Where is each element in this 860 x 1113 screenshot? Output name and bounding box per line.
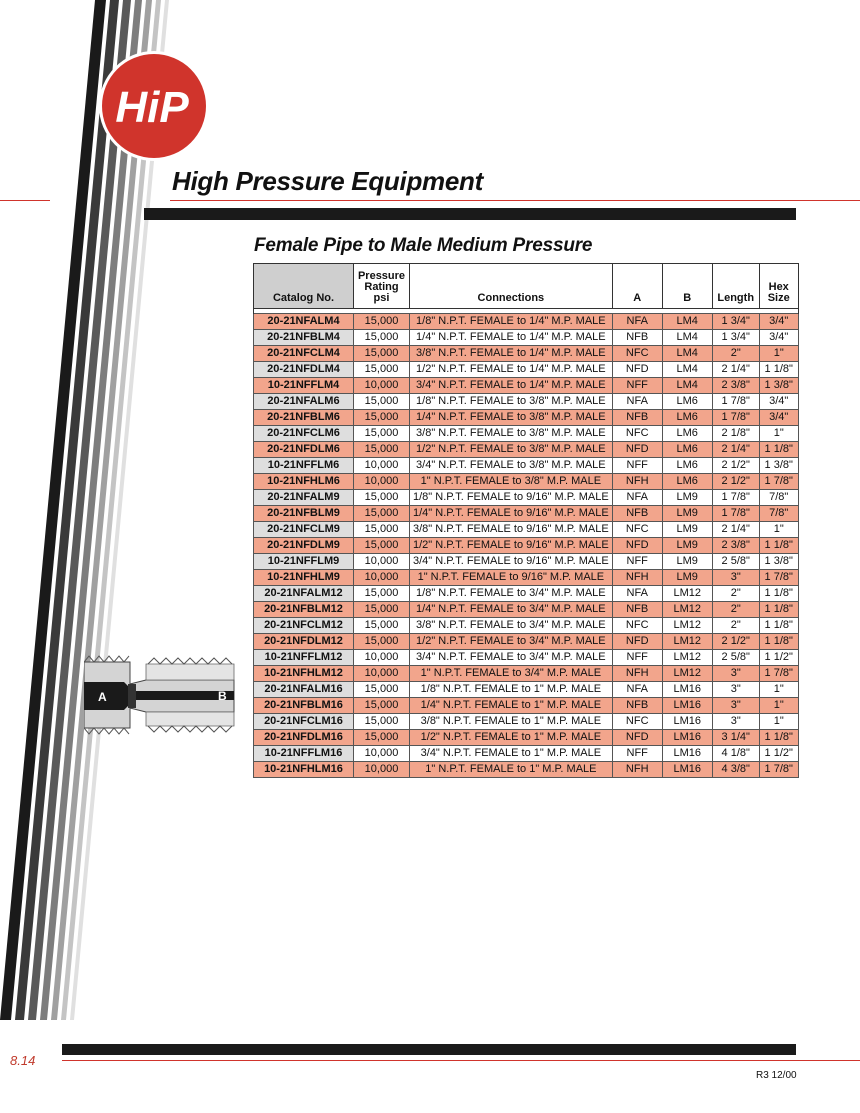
cell-a: NFC <box>612 426 662 442</box>
cell-b: LM16 <box>662 714 712 730</box>
cell-a: NFC <box>612 522 662 538</box>
cell-a: NFB <box>612 330 662 346</box>
footer-bar <box>62 1044 796 1055</box>
cell-length: 2" <box>712 618 759 634</box>
cell-pressure: 15,000 <box>354 602 410 618</box>
fitting-diagram <box>84 654 240 741</box>
cell-b: LM16 <box>662 762 712 778</box>
cell-connections: 1/8" N.P.T. FEMALE to 9/16" M.P. MALE <box>410 490 613 506</box>
cell-b: LM12 <box>662 666 712 682</box>
cell-catalog: 20-21NFCLM12 <box>254 618 354 634</box>
table-row <box>254 762 799 778</box>
cell-length: 1 3/4" <box>712 330 759 346</box>
cell-hex: 1 1/8" <box>759 586 798 602</box>
cell-connections: 1" N.P.T. FEMALE to 3/8" M.P. MALE <box>410 474 613 490</box>
cell-hex: 1 7/8" <box>759 570 798 586</box>
title-rule-right <box>170 200 860 201</box>
cell-a: NFA <box>612 394 662 410</box>
cell-catalog: 20-21NFBLM12 <box>254 602 354 618</box>
cell-hex: 1 1/8" <box>759 618 798 634</box>
cell-pressure: 10,000 <box>354 666 410 682</box>
cell-connections: 1/8" N.P.T. FEMALE to 1/4" M.P. MALE <box>410 314 613 330</box>
cell-hex: 1 1/8" <box>759 634 798 650</box>
cell-pressure: 15,000 <box>354 634 410 650</box>
cell-b: LM12 <box>662 586 712 602</box>
cell-pressure: 15,000 <box>354 730 410 746</box>
cell-length: 3" <box>712 714 759 730</box>
cell-catalog: 10-21NFFLM16 <box>254 746 354 762</box>
cell-b: LM6 <box>662 394 712 410</box>
cell-length: 3" <box>712 698 759 714</box>
cell-length: 2" <box>712 586 759 602</box>
cell-a: NFC <box>612 714 662 730</box>
hip-logo <box>98 50 210 167</box>
cell-catalog: 10-21NFHLM16 <box>254 762 354 778</box>
cell-catalog: 10-21NFFLM9 <box>254 554 354 570</box>
cell-hex: 3/4" <box>759 314 798 330</box>
revision-code: R3 12/00 <box>756 1070 797 1081</box>
cell-catalog: 20-21NFBLM9 <box>254 506 354 522</box>
cell-pressure: 15,000 <box>354 426 410 442</box>
cell-length: 4 1/8" <box>712 746 759 762</box>
title-rule-left <box>0 200 50 201</box>
cell-connections: 1/4" N.P.T. FEMALE to 1/4" M.P. MALE <box>410 330 613 346</box>
cell-catalog: 20-21NFDLM16 <box>254 730 354 746</box>
cell-length: 1 3/4" <box>712 314 759 330</box>
cell-hex: 1" <box>759 682 798 698</box>
cell-a: NFD <box>612 730 662 746</box>
cell-connections: 3/4" N.P.T. FEMALE to 3/4" M.P. MALE <box>410 650 613 666</box>
cell-connections: 1" N.P.T. FEMALE to 3/4" M.P. MALE <box>410 666 613 682</box>
cell-b: LM9 <box>662 570 712 586</box>
cell-hex: 7/8" <box>759 490 798 506</box>
cell-hex: 1" <box>759 346 798 362</box>
cell-a: NFF <box>612 554 662 570</box>
cell-a: NFH <box>612 666 662 682</box>
header-pressure: Pressure Rating psi <box>354 264 410 309</box>
table-row <box>254 346 799 362</box>
cell-hex: 1 1/8" <box>759 602 798 618</box>
table-row <box>254 538 799 554</box>
cell-length: 3 1/4" <box>712 730 759 746</box>
cell-b: LM6 <box>662 426 712 442</box>
table-row <box>254 442 799 458</box>
cell-hex: 1 7/8" <box>759 666 798 682</box>
cell-b: LM6 <box>662 442 712 458</box>
cell-b: LM9 <box>662 522 712 538</box>
fitting-diagram-icon <box>84 654 240 736</box>
cell-catalog: 20-21NFALM6 <box>254 394 354 410</box>
cell-hex: 3/4" <box>759 410 798 426</box>
footer-rule <box>62 1060 860 1061</box>
cell-catalog: 20-21NFBLM4 <box>254 330 354 346</box>
cell-b: LM16 <box>662 746 712 762</box>
cell-length: 3" <box>712 682 759 698</box>
cell-pressure: 10,000 <box>354 570 410 586</box>
table-row <box>254 330 799 346</box>
cell-length: 2 3/8" <box>712 538 759 554</box>
table-row <box>254 730 799 746</box>
page-number: 8.14 <box>10 1053 36 1068</box>
header-a: A <box>612 264 662 309</box>
cell-b: LM12 <box>662 618 712 634</box>
cell-catalog: 20-21NFCLM6 <box>254 426 354 442</box>
cell-b: LM6 <box>662 410 712 426</box>
cell-length: 2 5/8" <box>712 554 759 570</box>
cell-hex: 1 1/8" <box>759 730 798 746</box>
cell-b: LM6 <box>662 474 712 490</box>
cell-b: LM9 <box>662 554 712 570</box>
cell-length: 2" <box>712 346 759 362</box>
cell-pressure: 15,000 <box>354 330 410 346</box>
cell-catalog: 20-21NFDLM6 <box>254 442 354 458</box>
cell-length: 2 1/2" <box>712 474 759 490</box>
cell-pressure: 10,000 <box>354 474 410 490</box>
cell-connections: 1/2" N.P.T. FEMALE to 9/16" M.P. MALE <box>410 538 613 554</box>
cell-connections: 1/2" N.P.T. FEMALE to 1" M.P. MALE <box>410 730 613 746</box>
cell-length: 2 1/4" <box>712 362 759 378</box>
cell-a: NFA <box>612 490 662 506</box>
cell-hex: 7/8" <box>759 506 798 522</box>
cell-catalog: 20-21NFDLM4 <box>254 362 354 378</box>
cell-a: NFA <box>612 314 662 330</box>
cell-connections: 3/8" N.P.T. FEMALE to 1" M.P. MALE <box>410 714 613 730</box>
cell-hex: 1" <box>759 714 798 730</box>
cell-length: 2" <box>712 602 759 618</box>
cell-connections: 3/4" N.P.T. FEMALE to 3/8" M.P. MALE <box>410 458 613 474</box>
cell-pressure: 15,000 <box>354 698 410 714</box>
cell-length: 1 7/8" <box>712 490 759 506</box>
cell-catalog: 20-21NFCLM4 <box>254 346 354 362</box>
cell-catalog: 20-21NFBLM16 <box>254 698 354 714</box>
cell-a: NFH <box>612 474 662 490</box>
cell-length: 2 1/8" <box>712 426 759 442</box>
table-row <box>254 362 799 378</box>
cell-hex: 1 1/8" <box>759 442 798 458</box>
table-row <box>254 618 799 634</box>
header-hex: Hex Size <box>759 264 798 309</box>
cell-hex: 1 7/8" <box>759 474 798 490</box>
cell-catalog: 20-21NFDLM12 <box>254 634 354 650</box>
cell-length: 2 1/4" <box>712 522 759 538</box>
cell-catalog: 20-21NFALM16 <box>254 682 354 698</box>
cell-b: LM9 <box>662 506 712 522</box>
header-length: Length <box>712 264 759 309</box>
header-catalog: Catalog No. <box>254 264 354 309</box>
cell-length: 1 7/8" <box>712 410 759 426</box>
cell-connections: 1" N.P.T. FEMALE to 1" M.P. MALE <box>410 762 613 778</box>
cell-b: LM4 <box>662 346 712 362</box>
cell-catalog: 20-21NFALM4 <box>254 314 354 330</box>
cell-connections: 1/4" N.P.T. FEMALE to 1" M.P. MALE <box>410 698 613 714</box>
cell-length: 1 7/8" <box>712 394 759 410</box>
cell-a: NFC <box>612 618 662 634</box>
cell-pressure: 15,000 <box>354 314 410 330</box>
table-row <box>254 458 799 474</box>
logo-text: HiP <box>115 83 189 132</box>
cell-hex: 3/4" <box>759 330 798 346</box>
catalog-table <box>253 263 799 778</box>
cell-length: 2 1/2" <box>712 634 759 650</box>
cell-connections: 1/8" N.P.T. FEMALE to 1" M.P. MALE <box>410 682 613 698</box>
cell-connections: 3/8" N.P.T. FEMALE to 9/16" M.P. MALE <box>410 522 613 538</box>
cell-catalog: 10-21NFHLM9 <box>254 570 354 586</box>
table-row <box>254 698 799 714</box>
cell-pressure: 15,000 <box>354 586 410 602</box>
cell-connections: 1/4" N.P.T. FEMALE to 3/4" M.P. MALE <box>410 602 613 618</box>
cell-connections: 1/8" N.P.T. FEMALE to 3/4" M.P. MALE <box>410 586 613 602</box>
cell-a: NFF <box>612 650 662 666</box>
table-row <box>254 666 799 682</box>
cell-connections: 3/4" N.P.T. FEMALE to 9/16" M.P. MALE <box>410 554 613 570</box>
cell-pressure: 10,000 <box>354 554 410 570</box>
cell-length: 2 3/8" <box>712 378 759 394</box>
cell-hex: 1 1/2" <box>759 746 798 762</box>
cell-length: 1 7/8" <box>712 506 759 522</box>
table-row <box>254 570 799 586</box>
cell-a: NFH <box>612 570 662 586</box>
cell-b: LM4 <box>662 378 712 394</box>
cell-hex: 1 1/8" <box>759 362 798 378</box>
cell-a: NFF <box>612 746 662 762</box>
cell-catalog: 20-21NFCLM16 <box>254 714 354 730</box>
cell-pressure: 15,000 <box>354 410 410 426</box>
table-row <box>254 490 799 506</box>
cell-hex: 3/4" <box>759 394 798 410</box>
table-row <box>254 394 799 410</box>
cell-pressure: 15,000 <box>354 490 410 506</box>
cell-b: LM9 <box>662 490 712 506</box>
table-row <box>254 378 799 394</box>
header-b: B <box>662 264 712 309</box>
cell-pressure: 15,000 <box>354 538 410 554</box>
table-row <box>254 634 799 650</box>
cell-pressure: 15,000 <box>354 442 410 458</box>
section-title: Female Pipe to Male Medium Pressure <box>254 235 593 256</box>
cell-pressure: 10,000 <box>354 378 410 394</box>
cell-hex: 1 7/8" <box>759 762 798 778</box>
table-row <box>254 586 799 602</box>
cell-length: 4 3/8" <box>712 762 759 778</box>
cell-pressure: 10,000 <box>354 762 410 778</box>
cell-a: NFF <box>612 458 662 474</box>
cell-pressure: 15,000 <box>354 682 410 698</box>
cell-b: LM4 <box>662 330 712 346</box>
table-row <box>254 602 799 618</box>
cell-pressure: 15,000 <box>354 346 410 362</box>
cell-catalog: 20-21NFALM9 <box>254 490 354 506</box>
table-row <box>254 554 799 570</box>
cell-hex: 1 1/8" <box>759 538 798 554</box>
cell-hex: 1 3/8" <box>759 378 798 394</box>
cell-pressure: 10,000 <box>354 458 410 474</box>
cell-connections: 3/8" N.P.T. FEMALE to 1/4" M.P. MALE <box>410 346 613 362</box>
cell-pressure: 15,000 <box>354 394 410 410</box>
cell-catalog: 10-21NFFLM12 <box>254 650 354 666</box>
cell-connections: 1/2" N.P.T. FEMALE to 3/4" M.P. MALE <box>410 634 613 650</box>
cell-catalog: 20-21NFDLM9 <box>254 538 354 554</box>
diagram-label-a: A <box>98 690 107 704</box>
cell-b: LM4 <box>662 314 712 330</box>
cell-length: 3" <box>712 666 759 682</box>
cell-length: 2 5/8" <box>712 650 759 666</box>
cell-a: NFB <box>612 698 662 714</box>
cell-connections: 1/2" N.P.T. FEMALE to 3/8" M.P. MALE <box>410 442 613 458</box>
cell-length: 2 1/2" <box>712 458 759 474</box>
cell-length: 3" <box>712 570 759 586</box>
diagram-label-b: B <box>218 689 227 703</box>
cell-pressure: 10,000 <box>354 746 410 762</box>
cell-pressure: 15,000 <box>354 714 410 730</box>
cell-a: NFH <box>612 762 662 778</box>
cell-b: LM12 <box>662 634 712 650</box>
cell-pressure: 15,000 <box>354 506 410 522</box>
cell-a: NFD <box>612 634 662 650</box>
cell-a: NFB <box>612 506 662 522</box>
cell-connections: 1/4" N.P.T. FEMALE to 9/16" M.P. MALE <box>410 506 613 522</box>
table-row <box>254 650 799 666</box>
table-row <box>254 426 799 442</box>
cell-a: NFA <box>612 682 662 698</box>
cell-catalog: 20-21NFALM12 <box>254 586 354 602</box>
cell-b: LM16 <box>662 730 712 746</box>
cell-a: NFF <box>612 378 662 394</box>
cell-connections: 3/8" N.P.T. FEMALE to 3/8" M.P. MALE <box>410 426 613 442</box>
cell-a: NFD <box>612 538 662 554</box>
cell-connections: 3/4" N.P.T. FEMALE to 1/4" M.P. MALE <box>410 378 613 394</box>
cell-b: LM12 <box>662 602 712 618</box>
cell-pressure: 15,000 <box>354 618 410 634</box>
cell-b: LM6 <box>662 458 712 474</box>
header-connections: Connections <box>410 264 613 309</box>
cell-a: NFD <box>612 362 662 378</box>
table-row <box>254 410 799 426</box>
cell-hex: 1 3/8" <box>759 458 798 474</box>
cell-connections: 1/2" N.P.T. FEMALE to 1/4" M.P. MALE <box>410 362 613 378</box>
cell-catalog: 10-21NFHLM6 <box>254 474 354 490</box>
cell-a: NFC <box>612 346 662 362</box>
table-row <box>254 714 799 730</box>
table-row <box>254 506 799 522</box>
cell-connections: 1" N.P.T. FEMALE to 9/16" M.P. MALE <box>410 570 613 586</box>
cell-connections: 1/4" N.P.T. FEMALE to 3/8" M.P. MALE <box>410 410 613 426</box>
cell-hex: 1" <box>759 426 798 442</box>
cell-hex: 1" <box>759 698 798 714</box>
cell-b: LM9 <box>662 538 712 554</box>
cell-catalog: 20-21NFCLM9 <box>254 522 354 538</box>
cell-length: 2 1/4" <box>712 442 759 458</box>
cell-a: NFD <box>612 442 662 458</box>
cell-a: NFA <box>612 586 662 602</box>
cell-connections: 3/4" N.P.T. FEMALE to 1" M.P. MALE <box>410 746 613 762</box>
cell-hex: 1" <box>759 522 798 538</box>
cell-connections: 3/8" N.P.T. FEMALE to 3/4" M.P. MALE <box>410 618 613 634</box>
cell-pressure: 10,000 <box>354 650 410 666</box>
brand-title: High Pressure Equipment <box>172 166 483 196</box>
cell-pressure: 15,000 <box>354 362 410 378</box>
cell-catalog: 10-21NFFLM4 <box>254 378 354 394</box>
cell-pressure: 15,000 <box>354 522 410 538</box>
cell-b: LM4 <box>662 362 712 378</box>
header-bar <box>144 208 796 220</box>
cell-catalog: 20-21NFBLM6 <box>254 410 354 426</box>
table-row <box>254 682 799 698</box>
cell-b: LM12 <box>662 650 712 666</box>
cell-b: LM16 <box>662 698 712 714</box>
hip-logo-icon <box>98 50 210 162</box>
cell-a: NFB <box>612 410 662 426</box>
cell-catalog: 10-21NFFLM6 <box>254 458 354 474</box>
cell-a: NFB <box>612 602 662 618</box>
table-row <box>254 314 799 330</box>
cell-catalog: 10-21NFHLM12 <box>254 666 354 682</box>
table-row <box>254 522 799 538</box>
cell-b: LM16 <box>662 682 712 698</box>
cell-hex: 1 3/8" <box>759 554 798 570</box>
table-row <box>254 746 799 762</box>
cell-hex: 1 1/2" <box>759 650 798 666</box>
table-row <box>254 474 799 490</box>
cell-connections: 1/8" N.P.T. FEMALE to 3/8" M.P. MALE <box>410 394 613 410</box>
